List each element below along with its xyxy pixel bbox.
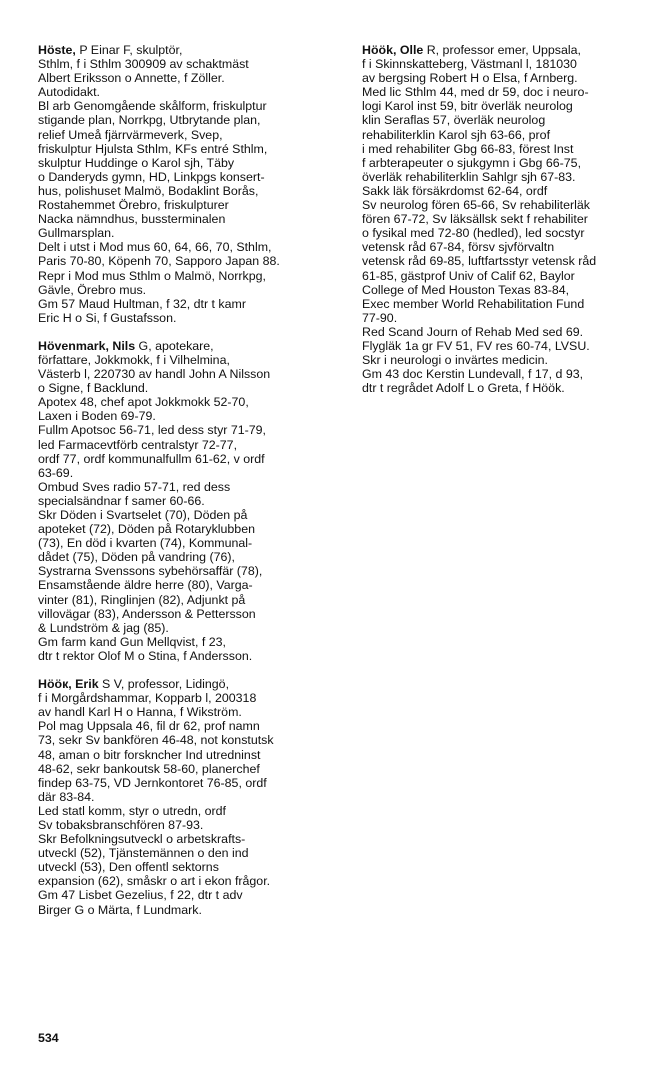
entry-line: av bergsing Robert H o Elsa, f Arnberg. <box>362 71 578 86</box>
entry-line: Sakk läk försäkrdomst 62-64, ordf <box>362 183 548 198</box>
entry-line: Sthlm, f i Sthlm 300909 av schaktmäst <box>38 57 249 72</box>
entry-line: Västerb l, 220730 av handl John A Nilsson <box>38 367 271 382</box>
entry-line: f i Morgårdshammar, Kopparb l, 200318 <box>38 691 257 706</box>
entry-line: Autodidakt. <box>38 85 100 100</box>
entry-line: utveckl (52), Tjänstemännen o den ind <box>38 846 249 861</box>
entry-line <box>362 43 662 57</box>
entry-line: ordf 77, ordf kommunalfullm 61-62, v ordf <box>38 451 265 466</box>
entry-line: Rostahemmet Örebro, friskulpturer <box>38 198 229 213</box>
entry-line: 61-85, gästprof Univ of Calif 62, Baylor <box>362 268 575 283</box>
entry-line: dtr t regrådet Adolf L o Greta, f Höök. <box>362 381 565 396</box>
entry-line: expansion (62), småskr o art i ekon frågor. <box>38 874 271 889</box>
entry-line: stigande plan, Norrkpg, Utbrytande plan, <box>38 113 261 128</box>
entry-line: fören 67-72, Sv läksällsk sekt f rehabiliter <box>362 212 588 227</box>
page-number: 534 <box>38 1031 59 1045</box>
entry-line: Sv tobaksbranschfören 87-93. <box>38 817 204 832</box>
entry-hovenmark-nils <box>38 339 338 663</box>
entry-line: Sv neurolog fören 65-66, Sv rehabiliterläk <box>362 198 590 213</box>
entry-line: 48-62, sekr bankoutsk 58-60, planerchef <box>38 761 260 776</box>
entry-line: Pol mag Uppsala 46, fil dr 62, prof namn <box>38 719 260 734</box>
entry-line: Skr i neurologi o invärtes medicin. <box>362 353 548 368</box>
entry-line: vetensk råd 67-84, försv sjvförvaltn <box>362 240 555 255</box>
entry-line: vetensk råd 69-85, luftfartsstyr vetensk råd <box>362 254 597 269</box>
entry-line: relief Umeå fjärrvärmeverk, Svep, <box>38 127 223 142</box>
entry-line: författare, Jokkmokk, f i Vilhelmina, <box>38 352 230 367</box>
entry-line: Repr i Mod mus Sthlm o Malmö, Norrkpg, <box>38 268 266 283</box>
entry-line: 63-69. <box>38 465 74 480</box>
entry-text: P Einar F, skulptör, <box>75 43 183 57</box>
entry-line: 48, aman o bitr forskncher Ind utredninst <box>38 747 261 762</box>
entry-line: Exec member World Rehabilitation Fund <box>362 296 585 311</box>
entry-name: Hövenmark, Nils <box>38 338 136 353</box>
entry-line: Albert Eriksson o Annette, f Zöller. <box>38 71 225 86</box>
entry-line: rehabiliterklin Karol sjh 63-66, prof <box>362 127 551 142</box>
entry-line: i med rehabiliter Gbg 66-83, förest Inst <box>362 141 574 156</box>
entry-line: Ombud Sves radio 57-71, red dess <box>38 479 231 494</box>
entry-line: utveckl (53), Den offentl sektorns <box>38 860 219 875</box>
entry-name: Hööк, Erik <box>38 677 99 692</box>
entry-line: friskulptur Hjulsta Sthlm, KFs entré Sthlm, <box>38 141 268 156</box>
left-column <box>38 43 338 931</box>
entry-line: o Signe, f Backlund. <box>38 381 149 396</box>
entry-line: Delt i utst i Mod mus 60, 64, 66, 70, Sthlm, <box>38 240 272 255</box>
entry-line: Med lic Sthlm 44, med dr 59, doc i neuro- <box>362 85 589 100</box>
entry-line: vinter (81), Ringlinjen (82), Adjunkt på <box>38 592 246 607</box>
entry-line: Apotex 48, chef apot Jokkmokk 52-70, <box>38 395 249 410</box>
entry-line: Eric H o Si, f Gustafsson. <box>38 310 177 325</box>
entry-line: specialsändnar f samer 60-66. <box>38 493 205 508</box>
entry-line: Skr Döden i Svartselet (70), Döden på <box>38 508 248 522</box>
entry-line <box>38 43 338 57</box>
entry-line: led Farmacevtförb centralstyr 72-77, <box>38 437 238 452</box>
entry-line: Fullm Apotsoc 56-71, led dess styr 71-79, <box>38 423 266 438</box>
entry-line: 77-90. <box>362 310 398 325</box>
entry-line: skulptur Huddinge o Karol sjh, Täby <box>38 155 235 170</box>
entry-line: & Lundström & jag (85). <box>38 620 169 635</box>
entry-line: Led statl komm, styr o utredn, ordf <box>38 803 227 818</box>
entry-line <box>38 677 338 691</box>
entry-line: dådet (75), Döden på vandring (76), <box>38 550 235 565</box>
entry-line: 73, sekr Sv bankfören 46-48, not konstutsk <box>38 733 274 748</box>
entry-line: College of Med Houston Texas 83-84, <box>362 282 570 297</box>
entry-line: logi Karol inst 59, bitr överläk neurolog <box>362 99 573 114</box>
entry-line: av handl Karl H o Hanna, f Wikström. <box>38 705 242 720</box>
entry-hook-erik <box>38 677 338 917</box>
entry-line: där 83-84. <box>38 789 95 804</box>
entry-line: Systrarna Svenssons sybehörsaffär (78), <box>38 564 263 579</box>
entry-line: Gm 43 doc Kerstin Lundevall, f 17, d 93, <box>362 367 584 382</box>
entry-line: Gullmarsplan. <box>38 226 115 241</box>
entry-line: hus, polishuset Malmö, Bodaklint Borås, <box>38 183 259 198</box>
entry-line: Nacka nämndhus, bussterminalen <box>38 212 226 227</box>
entry-line: o fysikal med 72-80 (hedled), led socstyr <box>362 226 585 241</box>
entry-line: apoteket (72), Döden på Rotaryklubben <box>38 522 255 537</box>
entry-line: Flygläk 1a gr FV 51, FV res 60-74, LVSU. <box>362 338 590 353</box>
entry-line: (73), En död i kvarten (74), Kommunal- <box>38 536 253 551</box>
entry-line: Gm farm kand Gun Mellqvist, f 23, <box>38 634 226 649</box>
right-column <box>362 43 662 409</box>
entry-line: f arbterapeuter o sjukgymn i Gbg 66-75, <box>362 155 582 170</box>
entry-line: villovägar (83), Andersson & Pettersson <box>38 606 256 621</box>
entry-line: Ensamstående äldre herre (80), Varga- <box>38 578 253 593</box>
entry-line: dtr t rektor Olof M o Stina, f Andersson. <box>38 648 253 663</box>
entry-line: f i Skinnskatteberg, Västmanl l, 181030 <box>362 57 577 72</box>
entry-line: o Danderyds gymn, HD, Linkpgs konsert- <box>38 169 265 184</box>
entry-text: R, professor emer, Uppsala, <box>423 43 581 57</box>
entry-line: klin Seraflas 57, överläk neurolog <box>362 113 546 128</box>
entry-text: S V, professor, Lidingö, <box>98 677 230 692</box>
entry-line: Bl arb Genomgående skålform, friskulptur <box>38 99 267 114</box>
entry-line: findep 63-75, VD Jernkontoret 76-85, ordf <box>38 775 267 790</box>
entry-line: Paris 70-80, Köpenh 70, Sapporo Japan 88. <box>38 254 280 269</box>
entry-line: Skr Befolkningsutveckl o arbetskrafts- <box>38 832 246 847</box>
entry-hook-olle <box>362 43 662 395</box>
entry-line: Birger G o Märta, f Lundmark. <box>38 902 202 917</box>
entry-line: Laxen i Boden 69-79. <box>38 409 156 424</box>
entry-line: överläk rehabiliterklin Sahlgr sjh 67-83. <box>362 169 576 184</box>
entry-line <box>38 339 338 353</box>
entry-name: Höök, Olle <box>362 43 424 57</box>
entry-line: Gm 57 Maud Hultman, f 32, dtr t kamr <box>38 296 246 311</box>
entry-line: Gm 47 Lisbet Gezelius, f 22, dtr t adv <box>38 888 243 903</box>
entry-hoste-einar <box>38 43 338 325</box>
entry-line: Red Scand Journ of Rehab Med sed 69. <box>362 324 584 339</box>
entry-name: Höste, <box>38 43 76 57</box>
entry-text: G, apotekare, <box>135 338 214 353</box>
entry-line: Gävle, Örebro mus. <box>38 282 147 297</box>
